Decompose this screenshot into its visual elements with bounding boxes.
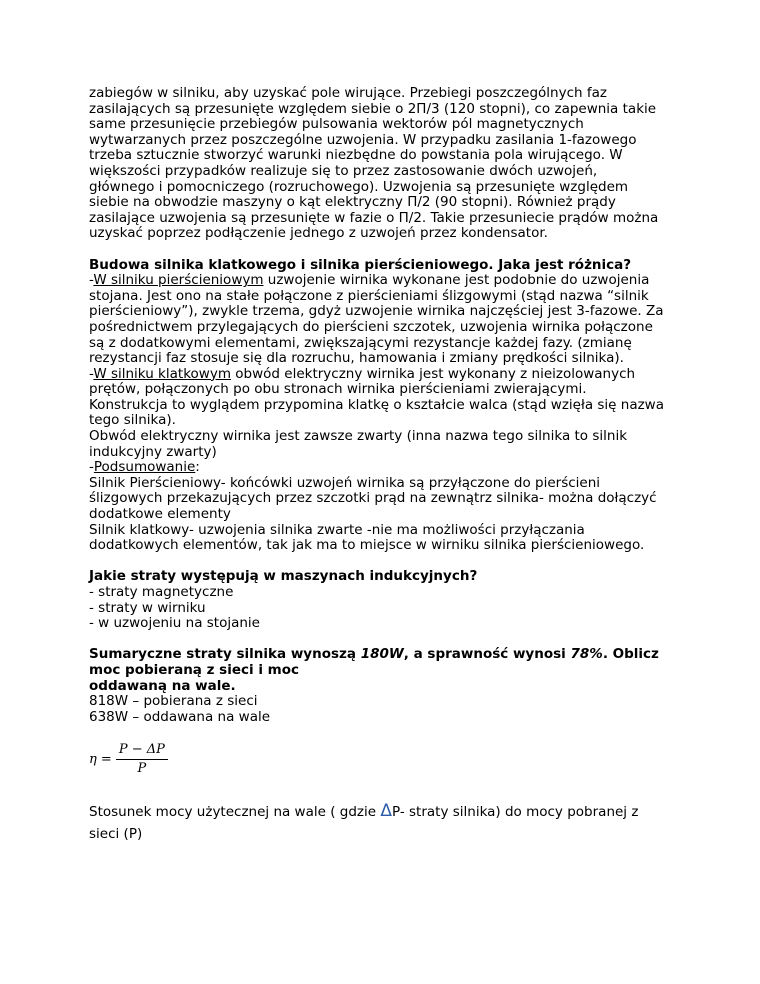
summary-label: Podsumowanie xyxy=(93,459,196,476)
efficiency-value: 78% xyxy=(570,646,603,663)
text-line: Konstrukcja to wyglądem przypomina klatkę o kształcie walca (stąd wzięła się nazwa xyxy=(89,396,664,413)
efficiency-formula xyxy=(89,739,679,779)
text-line: same przesunięcie przebiegów pulsowania wektorów pól magnetycznych xyxy=(89,116,584,133)
text-line: indukcyjny zwarty) xyxy=(89,443,217,460)
colon: : xyxy=(195,459,200,476)
text-line: uzyskać poprzez podłączenie jednego z uzwojeń przez kondensator. xyxy=(89,225,548,242)
text-line: pośrednictwem przylegających do pierścieni szczotek, uzwojenia wirnika połączone xyxy=(89,318,653,335)
text-line: dodatkowych elementów, tak jak ma to miejsce w wirniku silnika pierścieniowego. xyxy=(89,537,645,554)
document-body xyxy=(89,86,679,845)
text-line: zabiegów w silniku, aby uzyskać pole wirujące. Przebiegi poszczególnych faz xyxy=(89,85,607,101)
task-heading xyxy=(89,647,679,663)
text-line: zasilających są przesunięte względem siebie o 2Π/3 (120 stopni), co zapewnia takie xyxy=(89,100,657,117)
text-line: dodatkowe elementy xyxy=(89,506,231,523)
formula-note xyxy=(89,800,679,845)
formula-lhs: η = xyxy=(89,751,112,767)
section-motor-types xyxy=(89,258,679,554)
answer-line: 818W – pobierana z sieci xyxy=(89,693,258,710)
task-heading-line: oddawaną na wale. xyxy=(89,677,236,694)
section-heading: Budowa silnika klatkowego i silnika pierścieniowego. Jaka jest różnica? xyxy=(89,256,632,273)
text-line: rezystancji faz stosuje się dla rozruchu, hamowania i zmiany prędkości silnika). xyxy=(89,350,624,367)
formula-denominator: P xyxy=(137,760,147,776)
formula-fraction xyxy=(116,742,168,776)
text-span: obwód elektryczny wirnika jest wykonany z nieizolowanych xyxy=(230,365,636,382)
text-line: wytwarzanych przez poszczególne uzwojenia. W przypadku zasilania 1-fazowego xyxy=(89,131,637,148)
answer-line: 638W – oddawana na wale xyxy=(89,708,271,725)
loss-value: 180W xyxy=(360,646,404,663)
section-heading: Jakie straty występują w maszynach indukcyjnych? xyxy=(89,568,478,585)
text-line: stojana. Jest ono na stałe połączone z pierścieniami ślizgowymi (stąd nazwa “silnik xyxy=(89,287,649,304)
intro-paragraph xyxy=(89,86,679,242)
dash: - xyxy=(89,272,94,289)
section-losses xyxy=(89,569,679,631)
summary-line xyxy=(89,460,679,476)
list-item: - straty w wirniku xyxy=(89,599,206,616)
text-span: uzwojenie wirnika wykonane jest podobnie do uzwojenia xyxy=(263,272,650,289)
text-span: P- straty silnika) do mocy pobranej z xyxy=(392,804,639,821)
text-line: trzeba sztucznie stworzyć warunki niezbędne do powstania pola wirującego. W xyxy=(89,147,623,164)
text-line: są z dodatkowymi elementami, zwiększającymi rezystancje każdej fazy. (zmianę xyxy=(89,334,632,351)
dash: - xyxy=(89,365,94,382)
text-span: Stosunek mocy użytecznej na wale ( gdzie xyxy=(89,804,381,821)
delta-symbol: Δ xyxy=(380,801,392,822)
text-line: zasilające uzwojenia są przesunięte w fazie o Π/2. Takie przesuniecie prądów można xyxy=(89,209,659,226)
ring-motor-line xyxy=(89,273,679,289)
formula-numerator: P − ΔP xyxy=(116,742,168,760)
text-line: prętów, połączonych po obu stronach wirnika pierścieniami zwierającymi. xyxy=(89,381,587,398)
task-heading-line: moc pobieraną z sieci i moc xyxy=(89,661,299,678)
text-line: Obwód elektryczny wirnika jest zawsze zwarty (inna nazwa tego silnika to silnik xyxy=(89,428,628,445)
ring-motor-title: W silniku pierścieniowym xyxy=(93,272,264,289)
text-line: ślizgowych przekazujących przez szczotki prąd na zewnątrz silnika- można dołączyć xyxy=(89,490,657,507)
text-line: siebie na obwodzie maszyny o kąt elektryczny Π/2 (90 stopni). Również prądy xyxy=(89,194,616,211)
dash: - xyxy=(89,459,94,476)
text-span: Sumaryczne straty silnika wynoszą xyxy=(89,646,361,663)
text-span: . Oblicz xyxy=(602,646,659,663)
list-item: - straty magnetyczne xyxy=(89,584,234,600)
section-efficiency-task xyxy=(89,647,679,845)
cage-motor-line xyxy=(89,367,679,383)
cage-motor-title: W silniku klatkowym xyxy=(93,365,231,382)
text-span: sieci (P) xyxy=(89,826,143,843)
text-line: Silnik klatkowy- uzwojenia silnika zwarte -nie ma możliwości przyłączania xyxy=(89,521,585,538)
text-line: tego silnika). xyxy=(89,412,176,429)
text-line: pierścieniowy”), zwykle trzema, gdyż uzwojenie wirnika najczęściej jest 3-fazowe. Za xyxy=(89,303,664,320)
text-line: głównego i pomocniczego (rozruchowego). Uzwojenia są przesunięte względem xyxy=(89,178,629,195)
text-line: większości przypadków realizuje się to przez zastosowanie dwóch uzwojeń, xyxy=(89,162,598,179)
text-span: , a sprawność wynosi xyxy=(403,646,571,663)
list-item: - w uzwojeniu na stojanie xyxy=(89,615,260,632)
text-line: Silnik Pierścieniowy- końcówki uzwojeń wirnika są przyłączone do pierścieni xyxy=(89,474,601,491)
